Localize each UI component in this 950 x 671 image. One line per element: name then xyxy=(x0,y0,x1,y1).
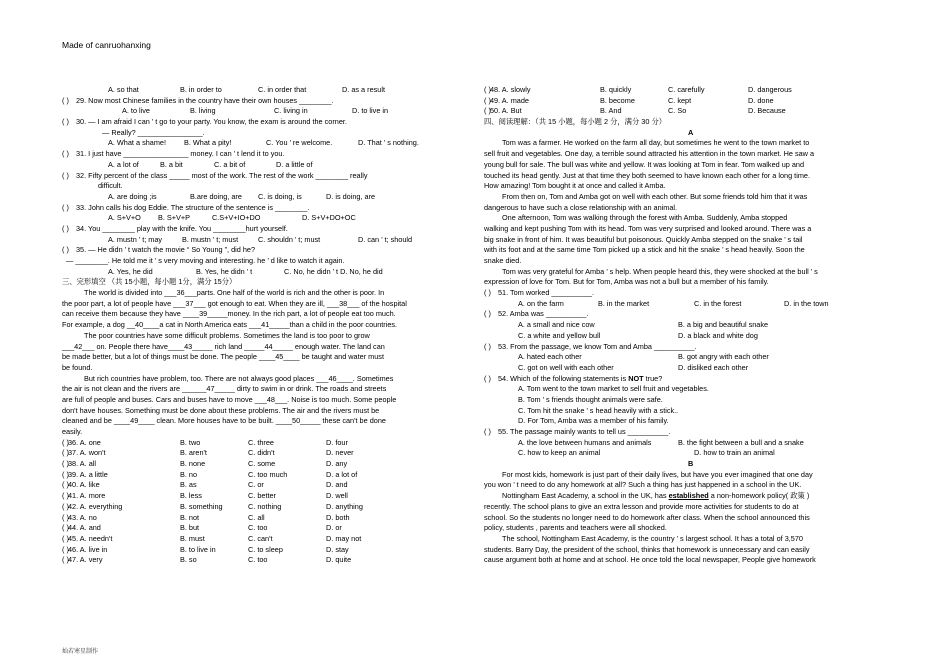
left-column xyxy=(62,85,470,566)
answer-paren: ( ) xyxy=(62,501,69,511)
text-line: 三、完形填空 （共 15小题，每小题 1分，满分 15分） xyxy=(62,277,237,287)
option: 47. A. very xyxy=(68,555,103,565)
option: B. a bit xyxy=(160,159,183,169)
option: D. never xyxy=(326,448,354,458)
cloze-options xyxy=(62,459,470,470)
option: 40. A. like xyxy=(68,480,100,490)
option: C. carefully xyxy=(668,85,705,94)
text-line: snake died. xyxy=(484,256,522,265)
option: D. well xyxy=(326,491,348,501)
option: D. may not xyxy=(326,533,362,543)
option: B. Yes, he didn ’ t xyxy=(196,266,253,276)
option: A. on the farm xyxy=(518,298,564,308)
cloze-text: The world is divided into ___36___parts. One half of the world is rich and the other is poor. In xyxy=(84,288,385,298)
option: B. must xyxy=(180,533,205,543)
option: C. or xyxy=(248,480,264,490)
option: C. in order that xyxy=(258,85,307,94)
option: C. a white and yellow bull xyxy=(518,330,601,340)
answer-paren: ( ) xyxy=(484,106,491,116)
question-text: 30. — I am afraid I can ’ t go to your party. You know, the exam is around the corner. xyxy=(76,117,347,127)
option: D. Because xyxy=(748,106,786,116)
cloze-text: the poor part, a lot of people have ___37___ got enough to eat. When they are ill, ___38___ of the hospital xyxy=(62,298,407,308)
option: C. shouldn ’ t; must xyxy=(258,234,321,244)
option: B. as xyxy=(180,480,197,490)
passage-b-line xyxy=(484,534,886,545)
option: C. a bit of xyxy=(214,159,246,169)
option: C. didn't xyxy=(248,448,275,458)
option: A. a small and nice cow xyxy=(518,320,595,330)
cloze-options xyxy=(62,502,470,513)
text-line: expression of love for Tom. But for Tom, Amba was not a bull but a member of his family. xyxy=(484,277,769,287)
cloze-options xyxy=(62,438,470,449)
option: B. S+V+P xyxy=(158,213,191,223)
option: C. can't xyxy=(248,533,273,543)
option: C. is doing, is xyxy=(258,191,302,201)
answer-paren: ( ) xyxy=(62,480,69,490)
answer-paren: ( ) xyxy=(484,341,491,351)
cloze-line xyxy=(62,427,470,438)
q34 xyxy=(62,224,470,235)
text-line: From then on, Tom and Amba got on well with each other. But some friends told him that it was xyxy=(502,191,808,201)
answer-paren: ( ) xyxy=(62,469,69,479)
option: D. is doing, are xyxy=(326,191,376,201)
option: 39. A. a little xyxy=(68,469,108,479)
answer-paren: ( ) xyxy=(484,85,491,94)
option: B. aren't xyxy=(180,448,207,458)
option: C. how to keep an animal xyxy=(518,448,601,458)
option: D. can ’ t; should xyxy=(358,234,413,244)
cloze-line xyxy=(62,395,470,406)
option: A. What a shame! xyxy=(108,138,166,148)
answer-paren: ( ) xyxy=(484,309,491,319)
cloze-line xyxy=(62,288,470,299)
option: 41. A. more xyxy=(68,491,106,501)
option: D. a black and white dog xyxy=(678,330,758,340)
option: 36. A. one xyxy=(68,437,101,447)
option: A. Yes, he did xyxy=(108,266,153,276)
passage-a-line xyxy=(484,171,886,182)
passage-b-line xyxy=(484,491,886,502)
option: 42. A. everything xyxy=(68,501,123,511)
option: D. how to train an animal xyxy=(694,448,775,458)
cloze-options xyxy=(484,96,886,107)
q33-options xyxy=(62,213,470,224)
q31 xyxy=(62,149,470,160)
text-line: recently. The school plans to give an extra lesson and provide more activities for students to do at xyxy=(484,501,799,511)
option: D. a little of xyxy=(276,159,313,169)
option: A. the love between humans and animals xyxy=(518,437,652,447)
cloze-line xyxy=(62,406,470,417)
option: D. four xyxy=(326,437,348,447)
q51 xyxy=(484,288,886,299)
option: C. some xyxy=(248,459,276,469)
option: 37. A. won't xyxy=(68,448,106,458)
q28-options xyxy=(62,85,470,96)
q53-options xyxy=(484,352,886,363)
option: C. too xyxy=(248,555,268,565)
text-line: young bull for sale. The bull was white and yellow. It was looking at Tom in fear. Tom walked up and xyxy=(484,159,805,169)
option: B. none xyxy=(180,459,206,469)
b-text-post: a non-homework policy( 政策 ) xyxy=(708,491,810,501)
answer-paren: ( ) xyxy=(62,448,69,458)
answer-paren: ( ) xyxy=(62,523,69,533)
answer-paren: ( ) xyxy=(62,170,69,180)
text-line: Tom was very grateful for Amba ’ s help. When people heard this, they were shocked at the bull ’ s xyxy=(502,266,818,276)
option: D. S+V+DO+OC xyxy=(302,213,356,223)
answer-paren: ( ) xyxy=(62,149,69,159)
cloze-text: But rich countries have problem, too. There are not always good places ___46____. Sometimes xyxy=(84,373,394,383)
cloze-text: The poor countries have some difficult problems. Sometimes the land is too poor to grow xyxy=(84,330,370,340)
q35-options xyxy=(62,267,470,278)
cloze-line xyxy=(62,352,470,363)
answer-paren: ( ) xyxy=(62,555,69,565)
question-text: 53. From the passage, we know Tom and Amba __________. xyxy=(498,341,697,351)
cloze-options xyxy=(484,106,886,117)
passage-b-title xyxy=(484,459,886,470)
cloze-options xyxy=(62,545,470,556)
passage-a-line xyxy=(484,203,886,214)
option: D. dangerous xyxy=(748,85,792,94)
cloze-text: be found. xyxy=(62,362,93,372)
question-text xyxy=(498,374,662,385)
option: B. the fight between a bull and a snake xyxy=(678,437,804,447)
q29 xyxy=(62,96,470,107)
option: A. to live xyxy=(122,106,150,116)
option: B. to live in xyxy=(180,544,216,554)
text-line: dangerous to have such a close relationship with an animal. xyxy=(484,202,678,212)
q54-option xyxy=(484,416,886,427)
option: C. nothing xyxy=(248,501,282,511)
cloze-options xyxy=(62,555,470,566)
cloze-options xyxy=(62,534,470,545)
passage-b-line xyxy=(484,545,886,556)
cloze-text: easily. xyxy=(62,427,83,436)
answer-paren: ( ) xyxy=(62,544,69,554)
option: A. so that xyxy=(108,85,139,94)
answer-paren: ( ) xyxy=(484,427,491,436)
q52 xyxy=(484,309,886,320)
answer-paren: ( ) xyxy=(62,245,69,255)
option: 46. A. live in xyxy=(68,544,108,554)
q53-options xyxy=(484,363,886,374)
question-text: 55. The passage mainly wants to tell us __________. xyxy=(498,427,671,436)
option: B. quickly xyxy=(600,85,632,94)
q35-reply xyxy=(62,256,470,267)
text-line: How amazing! Tom bought it at once and called it Amba. xyxy=(484,181,666,191)
text-line: with its foot and at the same time Tom picked up a stick and hit the snake ’ s head heavily. Soon the xyxy=(484,245,805,255)
q54-option xyxy=(484,406,886,417)
option: C. got on well with each other xyxy=(518,362,614,372)
cloze-text: For example, a dog __40____a cat in North America eats ___41_____than a child in the poor countries. xyxy=(62,320,398,330)
q30-options xyxy=(62,138,470,149)
option: B. in order to xyxy=(180,85,222,94)
cloze-options xyxy=(62,513,470,524)
question-text: 31. I just have ________________ money. I can ’ t lend it to you. xyxy=(76,149,285,159)
page-header: Made of canruohanxing xyxy=(62,40,151,50)
cloze-options xyxy=(484,85,886,96)
option: C. living in xyxy=(274,106,308,116)
passage-b-line xyxy=(484,555,886,566)
option: A. S+V+O xyxy=(108,213,141,223)
option: B. become xyxy=(600,95,635,105)
passage-b-line xyxy=(484,502,886,513)
option: 48. A. slowly xyxy=(490,85,531,94)
text-line: big snake in front of him. It was beautiful but poisonous. Quickly Amba stepped on the snake ’ s tail xyxy=(484,234,803,244)
q32-options xyxy=(62,192,470,203)
passage-b-line xyxy=(484,513,886,524)
option: C. So xyxy=(668,106,687,116)
option: D. disliked each other xyxy=(678,362,749,372)
q54-option xyxy=(484,395,886,406)
option: B. no xyxy=(180,469,198,479)
text-line: One afternoon, Tom was walking through the forest with Amba. Suddenly, Amba stopped xyxy=(502,213,788,223)
answer-paren: ( ) xyxy=(62,437,69,447)
text-line: For most kids, homework is just part of their daily lives, but have you ever imagined that one day xyxy=(502,469,813,479)
option: 49. A. made xyxy=(490,95,529,105)
b-text-pre: Nottingham East Academy, a school in the UK, has xyxy=(502,491,669,501)
q54-not: NOT xyxy=(628,373,644,383)
option: D. or xyxy=(326,523,342,533)
text-line: 四、阅读理解：（共 15 小题，每小题 2 分，满分 30 分） xyxy=(484,117,667,127)
cloze-options xyxy=(62,480,470,491)
option: C. No, he didn ’ t D. No, he did xyxy=(284,266,383,276)
cloze-line xyxy=(62,374,470,385)
text-line: Tom was a farmer. He worked on the farm all day, but sometimes he went to the town market to xyxy=(502,138,810,148)
option: 43. A. no xyxy=(68,512,97,522)
q32-cont xyxy=(62,181,470,192)
question-text: 29. Now most Chinese families in the country have their own houses ________. xyxy=(76,95,334,105)
option: C. too xyxy=(248,523,268,533)
passage-a-line xyxy=(484,224,886,235)
q55-options xyxy=(484,438,886,449)
cloze-text: the air is not clean and the rivers are ______47_____ dirty to swim in or drink. The roads and streets xyxy=(62,384,387,394)
cloze-text: can receive them because they have ____39_____money. In the rich part, a lot of people eat too much. xyxy=(62,309,396,319)
cloze-line xyxy=(62,416,470,427)
option: 45. A. needn't xyxy=(68,533,113,543)
option: D. to live in xyxy=(352,106,389,116)
cloze-text: don't have houses. Something must be done about these problems. The air and the rivers must be xyxy=(62,405,380,415)
option: B. in the market xyxy=(598,298,650,308)
cloze-text: cleaned and be ____49____ clean. More houses have to be built. ____50_____ these can't be done xyxy=(62,416,386,426)
answer-paren: ( ) xyxy=(62,491,69,501)
text-line: A xyxy=(688,127,694,137)
option: B. What a pity! xyxy=(184,138,232,148)
q29-options xyxy=(62,106,470,117)
q52-options xyxy=(484,331,886,342)
option: B. And xyxy=(600,106,622,116)
text-line: — ________. He told me it ’ s very moving and interesting. he ’ d like to watch it again. xyxy=(66,256,345,265)
cloze-options xyxy=(62,470,470,481)
q33 xyxy=(62,203,470,214)
cloze-line xyxy=(62,320,470,331)
cloze-line xyxy=(62,384,470,395)
option: 50. A. But xyxy=(490,106,522,116)
q35 xyxy=(62,245,470,256)
text-line: sell fruit and vegetables. One day, a terrible sound attracted his attention in the town market. He saw a xyxy=(484,149,815,159)
option: B. but xyxy=(180,523,200,533)
answer-paren: ( ) xyxy=(62,512,69,522)
passage-b-line xyxy=(484,480,886,491)
passage-a-line xyxy=(484,213,886,224)
text-line: cause argument both at home and at school. He once told the local newspaper, People give homework xyxy=(484,555,816,565)
cloze-options xyxy=(62,491,470,502)
q54-text-b: true? xyxy=(643,373,663,383)
option: C. three xyxy=(248,437,274,447)
q54 xyxy=(484,374,886,385)
option: D. That ’ s nothing. xyxy=(358,138,419,148)
text-line: touched its head gently. Just at that time they both seemed to have known each other for a long time. xyxy=(484,170,810,180)
passage-a-title xyxy=(484,128,886,139)
q30 xyxy=(62,117,470,128)
q53 xyxy=(484,342,886,353)
option: B.are doing, are xyxy=(190,191,242,201)
option: 44. A. and xyxy=(68,523,101,533)
text-line: B xyxy=(688,459,694,469)
answer-paren: ( ) xyxy=(62,223,69,233)
text-line: B. Tom ’ s friends thought animals were safe. xyxy=(518,394,663,404)
passage-a-line xyxy=(484,149,886,160)
option: A. are doing ;is xyxy=(108,191,157,201)
option: B. not xyxy=(180,512,200,522)
option: D. and xyxy=(326,480,348,490)
q32 xyxy=(62,171,470,182)
text-line: A. Tom went to the town market to sell fruit and vegetables. xyxy=(518,384,709,394)
passage-a-line xyxy=(484,235,886,246)
option: C. to sleep xyxy=(248,544,283,554)
cloze-options xyxy=(62,448,470,459)
text-line: walking and kept pushing Tom with its head. Tom was very surprised and looked around. There was a xyxy=(484,223,812,233)
text-line: C. Tom hit the snake ’ s head heavily with a stick.. xyxy=(518,405,679,415)
passage-a-line xyxy=(484,277,886,288)
text-line: — Really? ________________. xyxy=(102,127,205,137)
option: B. something xyxy=(180,501,223,511)
passage-b-line xyxy=(484,470,886,481)
page-footer: 灿若寒星制作 xyxy=(62,649,99,655)
option: C. all xyxy=(248,512,265,522)
text-line xyxy=(502,491,809,502)
cloze-line xyxy=(62,299,470,310)
option: C. kept xyxy=(668,95,692,105)
question-text: 32. Fifty percent of the class _____ most of the work. The rest of the work ________ really xyxy=(76,170,368,180)
q52-options xyxy=(484,320,886,331)
answer-paren: ( ) xyxy=(484,373,491,383)
cloze-options xyxy=(62,523,470,534)
option: D. quite xyxy=(326,555,352,565)
text-line: school. So the students no longer need to do homework after class. When the school announced this xyxy=(484,512,810,522)
option: B. a big and beautiful snake xyxy=(678,320,769,330)
option: 38. A. all xyxy=(68,459,96,469)
option: D. a lot of xyxy=(326,469,358,479)
passage-a-line xyxy=(484,267,886,278)
option: B. two xyxy=(180,437,201,447)
text-line: students. Barry Day, the president of the school, thinks that homework is unnecessary and can easily xyxy=(484,544,810,554)
b-established: established xyxy=(668,491,709,501)
answer-paren: ( ) xyxy=(62,202,69,212)
q51-options xyxy=(484,299,886,310)
option: D. any xyxy=(326,459,348,469)
cloze-line xyxy=(62,309,470,320)
option: C. too much xyxy=(248,469,288,479)
passage-a-line xyxy=(484,138,886,149)
passage-b-line xyxy=(484,523,886,534)
option: C.S+V+IO+DO xyxy=(212,213,261,223)
option: B. living xyxy=(190,106,216,116)
option: D. both xyxy=(326,512,350,522)
option: B. less xyxy=(180,491,202,501)
question-text: 33. John calls his dog Eddie. The structure of the sentence is ________. xyxy=(76,202,310,212)
question-text: 35. — He didn ’ t watch the movie “ So Young ”, did he? xyxy=(76,245,256,255)
passage-a-line xyxy=(484,160,886,171)
option: B. got angry with each other xyxy=(678,352,769,362)
answer-paren: ( ) xyxy=(484,288,491,298)
section-3-title xyxy=(62,277,470,288)
q54-option xyxy=(484,384,886,395)
option: C. in the forest xyxy=(694,298,742,308)
text-line: you won ’ t need to do any homework at all? Such a thing has just happened in a school in the UK. xyxy=(484,480,802,490)
option: D. anything xyxy=(326,501,363,511)
section-4-title xyxy=(484,117,886,128)
answer-paren: ( ) xyxy=(484,95,491,105)
option: D. as a result xyxy=(342,85,385,94)
option: A. a lot of xyxy=(108,159,139,169)
cloze-text: are full of people and buses. Cars and buses have to move ___48___. Noise is too much. Some people xyxy=(62,394,397,404)
passage-a-line xyxy=(484,181,886,192)
option: C. You ’ re welcome. xyxy=(266,138,333,148)
answer-paren: ( ) xyxy=(62,459,69,469)
option: A. hated each other xyxy=(518,352,582,362)
option: C. better xyxy=(248,491,276,501)
option: B. mustn ’ t; must xyxy=(182,234,239,244)
option: A. mustn ’ t; may xyxy=(108,234,163,244)
cloze-text: ___42___ on. People there have____43_____ rich land _____44_____ enough water. The land can xyxy=(62,341,385,351)
q31-options xyxy=(62,160,470,171)
option: D. done xyxy=(748,95,774,105)
cloze-line xyxy=(62,342,470,353)
passage-a-line xyxy=(484,245,886,256)
text-line: D. For Tom, Amba was a member of his family. xyxy=(518,416,669,426)
cloze-line xyxy=(62,363,470,374)
q34-options xyxy=(62,235,470,246)
question-text: 52. Amba was __________. xyxy=(498,309,589,319)
q55-options xyxy=(484,448,886,459)
answer-paren: ( ) xyxy=(62,117,69,127)
option: B. so xyxy=(180,555,197,565)
text-line: The school, Nottingham East Academy, is the country ’ s largest school. It has a total of 3,570 xyxy=(502,533,803,543)
q54-text-a: 54. Which of the following statements is xyxy=(498,373,629,383)
option: D. in the town xyxy=(784,298,829,308)
answer-paren: ( ) xyxy=(62,533,69,543)
cloze-line xyxy=(62,331,470,342)
text-line: difficult. xyxy=(98,181,123,191)
question-text: 34. You ________ play with the knife. You ________hurt yourself. xyxy=(76,223,288,233)
passage-a-line xyxy=(484,256,886,267)
q55 xyxy=(484,427,886,438)
passage-a-line xyxy=(484,192,886,203)
answer-paren: ( ) xyxy=(62,95,69,105)
question-text: 51. Tom worked __________. xyxy=(498,288,595,298)
option: D. stay xyxy=(326,544,349,554)
right-column xyxy=(484,85,886,566)
cloze-text: be made better, but a lot of things must be done. The people ____45____ be taught and water must xyxy=(62,352,384,362)
text-line: policy, students , parents and teachers were all shocked. xyxy=(484,523,667,533)
q30-reply xyxy=(62,128,470,139)
